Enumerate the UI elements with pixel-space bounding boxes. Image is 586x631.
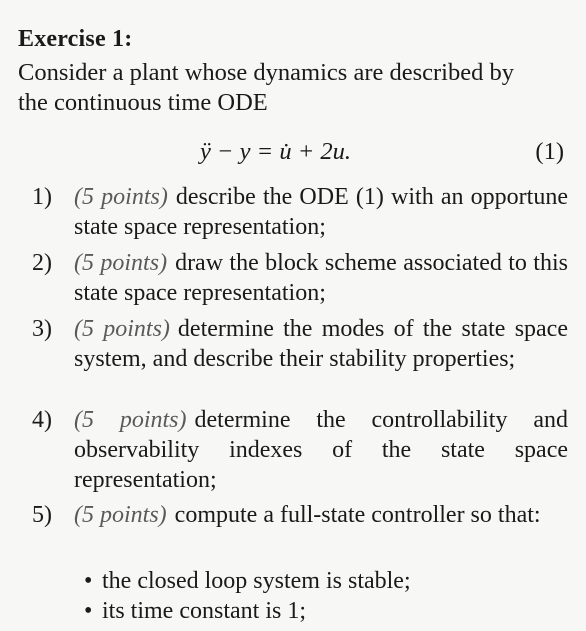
task-text: describe the ODE (1) with an opportune state space representation; [74, 184, 568, 240]
task-item-2 [32, 248, 568, 308]
exercise-title: Exercise 1: [18, 26, 133, 52]
task-number: 2) [32, 250, 52, 276]
task-points: (5 points) [74, 184, 168, 210]
intro-line-1: Consider a plant whose dynamics are described by [18, 59, 514, 86]
task-points: (5 points) [74, 250, 168, 276]
task-points: (5 points) [74, 316, 170, 342]
task-item-4 [32, 405, 568, 495]
task-item-1 [32, 182, 568, 242]
task-number: 1) [32, 184, 52, 210]
task-number: 3) [32, 316, 52, 342]
task-text: draw the block scheme associated to this state space representation; [74, 250, 568, 306]
bullet-text: its time constant is 1; [102, 598, 306, 624]
bullet-text: the closed loop system is stable; [102, 568, 411, 594]
task-item-3 [32, 314, 568, 374]
task-number: 4) [32, 407, 52, 433]
task-text: determine the controllability and observability indexes of the state space representation; [74, 407, 568, 493]
task-number: 5) [32, 502, 52, 528]
bullet-dot: • [84, 598, 93, 624]
equation-number: (1) [535, 138, 564, 165]
bullet-dot: • [84, 568, 93, 594]
task-points: (5 points) [74, 407, 187, 433]
bullet-item-2 [84, 596, 306, 626]
task-text: compute a full-state controller so that: [174, 502, 541, 528]
exercise-intro [18, 58, 570, 118]
bullet-item-1 [84, 566, 411, 596]
equation-body: ÿ − y = u̇ + 2u. [200, 138, 351, 165]
task-text: determine the modes of the state space system, and describe their stability properties; [74, 316, 568, 372]
task-points: (5 points) [74, 502, 167, 528]
ode-equation [0, 138, 586, 170]
task-item-5 [32, 500, 568, 530]
intro-line-2: the continuous time ODE [18, 89, 268, 116]
